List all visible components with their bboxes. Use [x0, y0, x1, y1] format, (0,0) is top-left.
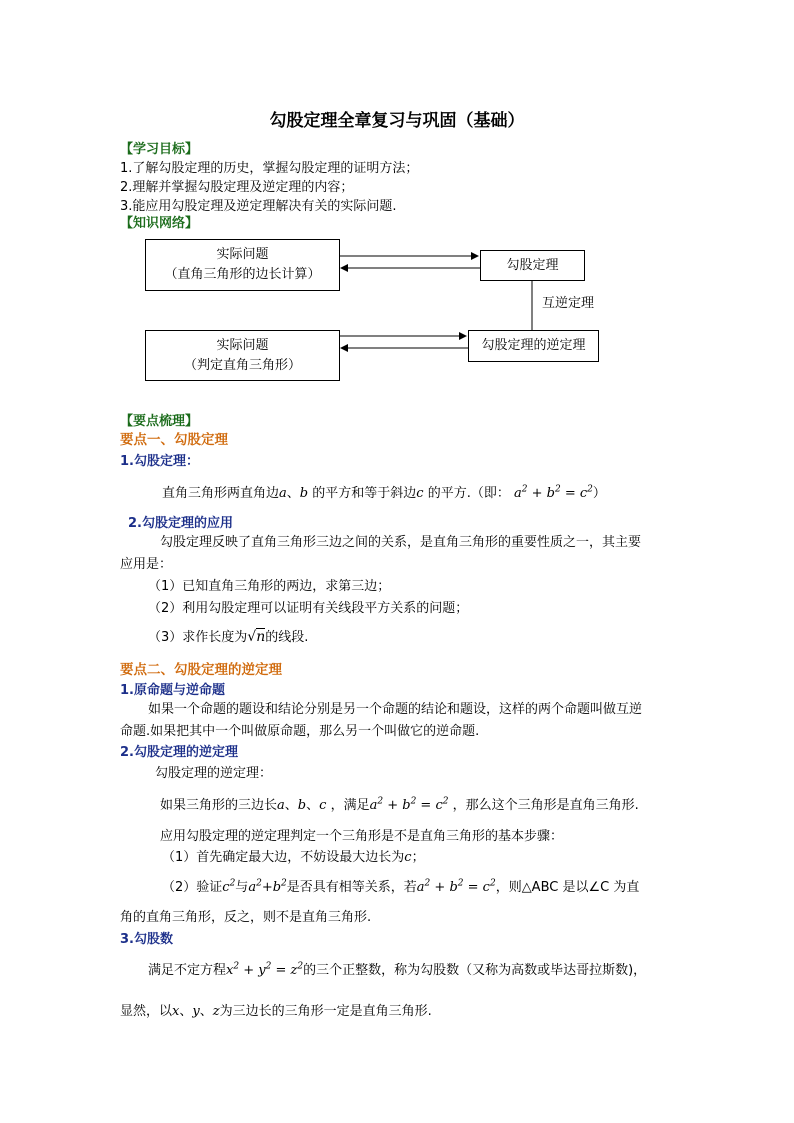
var-b2: b [297, 798, 307, 813]
step-2-b: 与 [235, 880, 249, 895]
var-c-step1: c [404, 850, 412, 865]
var-b: b [299, 486, 309, 501]
theorem-text-a: 直角三角形两直角边 [162, 486, 280, 501]
page-title: 勾股定理全章复习与巩固（基础） [269, 111, 525, 131]
box1-line1: 实际问题 [216, 247, 269, 262]
var-a: a [279, 486, 287, 501]
triple-line2-a: 显然，以 [120, 1004, 173, 1019]
converse-intro: 勾股定理的逆定理： [155, 766, 273, 781]
point2-sub3-heading: 3.勾股数 [120, 932, 173, 947]
converse-proposition-line1: 如果一个命题的题设和结论分别是另一个命题的结论和题设，这样的两个命题叫做互逆 [148, 702, 643, 717]
var-c: c [416, 486, 424, 501]
box2-label: 勾股定理 [506, 257, 559, 273]
step-2-d: ，则△ABC 是以∠C 为直 [495, 880, 640, 895]
step-1-text: （1）首先确定最大边，不妨设最大边长为 [162, 850, 405, 865]
step-2-c: 是否具有相等关系，若 [286, 880, 417, 895]
var-z: z [212, 1004, 220, 1019]
steps-intro: 应用勾股定理的逆定理判定一个三角形是不是直角三角形的基本步骤： [160, 829, 564, 844]
formula-converse: $a^2 + b^2 = c^2$ [369, 796, 449, 813]
step-2-line2: 角的直角三角形，反之，则不是直角三角形. [120, 910, 372, 925]
theorem-statement: 直角三角形两直角边a、b 的平方和等于斜边c 的平方.（即： $a^2 + b^2 = c^2$） [162, 484, 606, 501]
pythagorean-triple-line2: 显然，以x、y、z为三边长的三角形一定是直角三角形. [120, 1004, 432, 1019]
box3-line2: （判定直角三角形） [183, 357, 301, 373]
point2-sub2-heading: 2.勾股定理的逆定理 [120, 745, 238, 760]
key-points-heading: 【要点梳理】 [120, 414, 199, 429]
box4-label: 勾股定理的逆定理 [481, 338, 586, 353]
pythagorean-triple-def [148, 959, 646, 978]
diagram-arrows [0, 0, 794, 420]
point1-sub1-heading: 1.勾股定理： [120, 454, 199, 469]
expr-a2b2: $a^2+b^2$ [248, 878, 287, 895]
point1-sub2-heading: 2.勾股定理的应用 [128, 516, 233, 531]
converse-stmt-b: ，满足 [330, 798, 370, 813]
theorem-text-c: 的平方.（即： [427, 486, 510, 501]
step-2 [162, 876, 639, 895]
sqrt-n: √n [247, 629, 266, 645]
theorem-text-b: 的平方和等于斜边 [312, 486, 417, 501]
point2-heading: 要点二、勾股定理的逆定理 [120, 662, 282, 678]
converse-statement: 如果三角形的三边长a、b、c ，满足$a^2 + b^2 = c^2$ ，那么这个三角形是直角三角形. [160, 796, 639, 813]
goal-item-3: 3.能应用勾股定理及逆定理解决有关的实际问题. [120, 199, 397, 214]
step-2-a: （2）验证 [162, 880, 223, 895]
box3-line1: 实际问题 [216, 337, 269, 353]
application-item-3 [148, 626, 308, 645]
point1-heading: 要点一、勾股定理 [120, 432, 228, 448]
converse-stmt-c: ，那么这个三角形是直角三角形. [452, 798, 639, 813]
application-para-line2: 应用是： [120, 557, 173, 572]
application-item-2: （2）利用勾股定理可以证明有关线段平方关系的问题； [148, 601, 469, 616]
knowledge-network-heading: 【知识网络】 [120, 216, 199, 231]
relation-label: 互逆定理 [542, 296, 595, 311]
triple-def-a: 满足不定方程 [148, 963, 227, 978]
application-item-3-b: 的线段. [265, 630, 309, 645]
goal-item-1: 1.了解勾股定理的历史，掌握勾股定理的证明方法； [120, 161, 419, 176]
formula-pythagoras: $a^2 + b^2 = c^2$ [509, 484, 593, 501]
point2-sub1-heading: 1.原命题与逆命题 [120, 683, 225, 698]
formula-xyz: $x^2 + y^2 = z^2$ [226, 961, 304, 978]
application-item-1: （1）已知直角三角形的两边，求第三边； [148, 579, 391, 594]
step-1: （1）首先确定最大边，不妨设最大边长为c； [162, 850, 425, 865]
converse-proposition-line2: 命题.如果把其中一个叫做原命题，那么另一个叫做它的逆命题. [120, 724, 480, 739]
triple-line2-b: 为三边长的三角形一定是直角三角形. [219, 1004, 432, 1019]
converse-stmt-a: 如果三角形的三边长 [160, 798, 278, 813]
goal-item-2: 2.理解并掌握勾股定理及逆定理的内容； [120, 180, 354, 195]
formula-step2: $a^2 + b^2 = c^2$ [416, 878, 496, 895]
expr-c2: $c^2$ [222, 878, 236, 895]
var-y: y [192, 1004, 200, 1019]
application-para-line1: 勾股定理反映了直角三角形三边之间的关系，是直角三角形的重要性质之一，其主要 [160, 535, 642, 550]
var-xyz: x [172, 1004, 180, 1019]
var-abc: a [277, 798, 285, 813]
study-goals-heading: 【学习目标】 [120, 142, 199, 157]
box1-line2: （直角三角形的边长计算） [164, 267, 321, 282]
var-c2: c [319, 798, 327, 813]
application-item-3-a: （3）求作长度为 [148, 630, 248, 645]
triple-def-b: 的三个正整数，称为勾股数（又称为高数或毕达哥拉斯数)， [303, 963, 647, 978]
